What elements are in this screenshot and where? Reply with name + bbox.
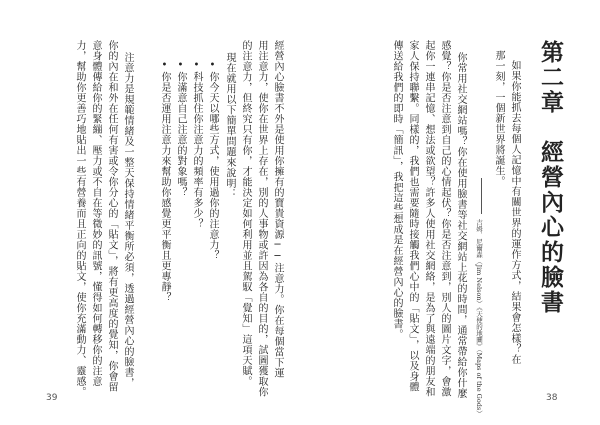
question-item [175, 60, 185, 198]
body-line: 你的內在和外在任何有害或令你分心的「貼文」，將有更高度的覺知，你會留 [106, 40, 117, 392]
body-line: 家人保持聯繫。同樣的，我們也需要隨時接觸我們心中的「貼文」，以及身體 [407, 40, 418, 392]
question-item [191, 60, 201, 229]
right-page [300, 0, 600, 425]
question-text: 你滿意自己注意的對象嗎？ [175, 71, 186, 198]
bullet-icon: • [159, 60, 170, 72]
body-line: 意身體傳給你的緊繃、壓力或不自在等微妙的訊號，懂得如何轉移你的注意 [90, 40, 101, 387]
body-line: 傳送給我們的即時「簡訊」，我把這些想成是在經營內心的臉書。 [391, 40, 402, 340]
epigraph-line: 那一刻，一個新世界將誕生。 [493, 50, 504, 187]
question-text: 你是否運用注意力來幫助你感覺更平衡且更專靜？ [159, 71, 170, 303]
body-line: 現在就用以下簡單問題來說明： [224, 52, 235, 199]
question-text: 你今天以哪些方式，使用過你的注意力？ [207, 71, 218, 261]
body-line: 起你一連串記憶、想法或欲望？許多人使用社交網絡，是為了與遠端的朋友和 [423, 40, 434, 397]
dash-rule [481, 178, 482, 214]
epigraph-line: 如果你能抓去每個人記憶中有關世界的運作方式，結果會怎樣？在 [509, 60, 520, 365]
body-line: 力，幫助你更善巧地貼出一些有營養而且正向的貼文，使你充滿動力、靈感。 [74, 40, 85, 397]
bullet-icon: • [191, 60, 202, 72]
body-line: 經營內心臉書不外是使用你擁有的寶貴資源──注意力。你在每個當下運 [272, 40, 283, 378]
body-line: 感覺？你是否注意到自己的心情起伏？你是否注意到，別人的圖片文字，會激 [439, 40, 450, 397]
body-line: 的注意力，但終究只有你，才能決定如何利用並且駕馭「覺知」這項天賦。 [240, 40, 251, 387]
page-number: 39 [46, 393, 58, 403]
question-item [207, 60, 217, 261]
question-text: 科技抓住你注意力的頻率有多少？ [191, 71, 202, 229]
chapter-title: 第二章 經營內心的臉書 [537, 40, 564, 315]
attribution-text: 吉姆．尼爾森（Jim Nelson）《天使的地圖》（Maps of the Gods） [475, 219, 483, 417]
bullet-icon: • [175, 60, 186, 72]
page-number: 38 [546, 393, 558, 403]
bullet-icon: • [207, 60, 218, 72]
body-line: 注意力是規範情緒及一整天保持情緒平衡所必須，透過經營內心的臉書， [122, 52, 133, 388]
question-item [159, 60, 169, 303]
epigraph-attribution [475, 178, 484, 417]
body-line: 你常用社交網站嗎？你在使用臉書等社交網站上花的時間，通常帶給你什麼 [455, 52, 466, 399]
body-line: 用注意力，使你在世界上存在，別的人事物或許因為各自的目的，試圖獲取你 [256, 40, 267, 397]
